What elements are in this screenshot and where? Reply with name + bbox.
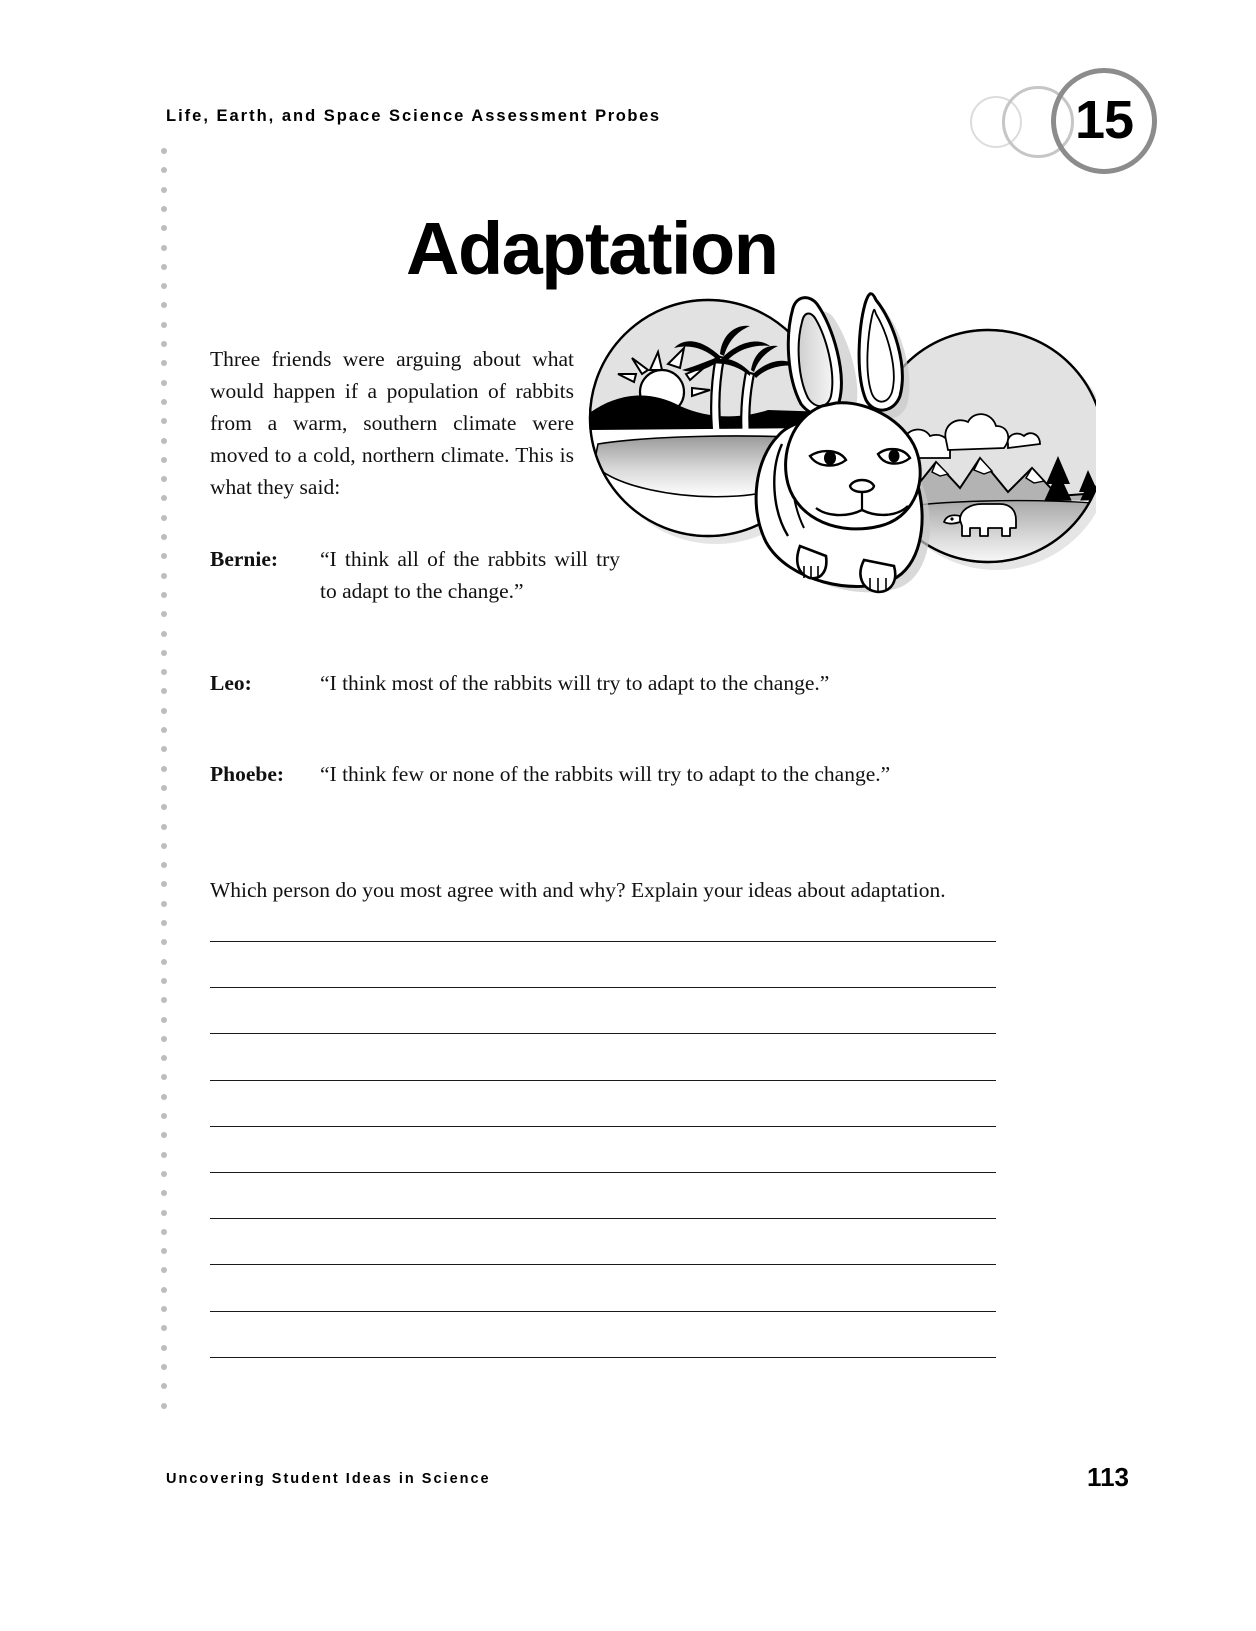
spine-dot [161, 1306, 167, 1312]
spine-dot [161, 785, 167, 791]
spine-dot [161, 1113, 167, 1119]
speaker-name-bernie: Bernie: [210, 547, 279, 571]
spine-dot [161, 476, 167, 482]
spine-dot [161, 1152, 167, 1158]
spine-dot [161, 727, 167, 733]
spine-dot [161, 1248, 167, 1254]
probe-number-badge [966, 66, 1146, 176]
answer-line[interactable] [210, 1126, 996, 1127]
prompt-question: Which person do you most agree with and why? Explain your ideas about adaptation. [210, 878, 946, 902]
running-header [166, 107, 661, 126]
spine-dot [161, 418, 167, 424]
intro-paragraph: Three friends were arguing about what would happen if a population of rabbits from a warm, southern climate were moved to a cold, northern climate. This is what they said: [210, 347, 574, 499]
spine-dot [161, 167, 167, 173]
spine-dot [161, 1287, 167, 1293]
spine-dot [161, 302, 167, 308]
dialogue-phoebe [210, 758, 1000, 790]
answer-line[interactable] [210, 1080, 996, 1081]
spine-dot [161, 1190, 167, 1196]
spine-dot [161, 650, 167, 656]
spine-dot [161, 1383, 167, 1389]
spine-dot [161, 611, 167, 617]
spine-dot [161, 515, 167, 521]
spine-dot [161, 978, 167, 984]
rabbit-climate-illustration [588, 278, 1096, 596]
answer-line[interactable] [210, 1033, 996, 1034]
speaker-quote-bernie: “I think all of the rabbits will try to adapt to the change.” [320, 547, 620, 603]
spine-dot [161, 1210, 167, 1216]
spine-dot [161, 862, 167, 868]
spine-dot [161, 573, 167, 579]
speaker-quote-leo: “I think most of the rabbits will try to adapt to the change.” [320, 671, 830, 695]
spine-dot [161, 360, 167, 366]
spine-dot [161, 1229, 167, 1235]
spine-dot [161, 631, 167, 637]
spine-dot [161, 1364, 167, 1370]
badge-ring-large-icon [1051, 68, 1157, 174]
answer-line[interactable] [210, 1357, 996, 1358]
spine-dot [161, 341, 167, 347]
spine-dot [161, 245, 167, 251]
spine-dot [161, 534, 167, 540]
spine-dot [161, 495, 167, 501]
spine-dot [161, 959, 167, 965]
spine-dot [161, 1132, 167, 1138]
spine-dot [161, 1036, 167, 1042]
spine-dot [161, 206, 167, 212]
probe-number: 15 [1074, 90, 1134, 150]
spine-dot [161, 688, 167, 694]
spine-dot [161, 939, 167, 945]
speaker-name-phoebe: Phoebe: [210, 762, 285, 786]
dialogue-leo [210, 667, 990, 699]
speaker-name-leo: Leo: [210, 671, 252, 695]
spine-dot [161, 766, 167, 772]
spine-dot [161, 457, 167, 463]
spine-dot [161, 1345, 167, 1351]
spine-dot [161, 997, 167, 1003]
spine-dot [161, 264, 167, 270]
spine-dot [161, 592, 167, 598]
spine-dot [161, 920, 167, 926]
answer-line[interactable] [210, 1264, 996, 1265]
spine-dot [161, 901, 167, 907]
answer-line[interactable] [210, 987, 996, 988]
spine-dot [161, 225, 167, 231]
spine-dot [161, 1403, 167, 1409]
spine-dot [161, 1325, 167, 1331]
answer-write-in-lines[interactable] [210, 941, 996, 1361]
spine-dot [161, 1094, 167, 1100]
running-header-bold: Probes [595, 107, 661, 125]
spine-dot [161, 148, 167, 154]
spine-dot [161, 1055, 167, 1061]
spine-dot [161, 1171, 167, 1177]
footer-page-number: 113 [1087, 1462, 1129, 1492]
decorative-dotted-spine [161, 148, 169, 1403]
answer-line[interactable] [210, 941, 996, 942]
spine-dot [161, 746, 167, 752]
spine-dot [161, 843, 167, 849]
spine-dot [161, 438, 167, 444]
answer-line[interactable] [210, 1172, 996, 1173]
answer-line[interactable] [210, 1218, 996, 1219]
running-header-main: Life, Earth, and Space Science Assessment [166, 107, 596, 125]
spine-dot [161, 399, 167, 405]
spine-dot [161, 322, 167, 328]
footer-book-title: Uncovering Student Ideas in Science [166, 1471, 491, 1487]
spine-dot [161, 380, 167, 386]
spine-dot [161, 283, 167, 289]
spine-dot [161, 824, 167, 830]
spine-dot [161, 187, 167, 193]
speaker-quote-phoebe: “I think few or none of the rabbits will try to adapt to the change.” [320, 762, 891, 786]
spine-dot [161, 1017, 167, 1023]
spine-dot [161, 804, 167, 810]
answer-line[interactable] [210, 1311, 996, 1312]
spine-dot [161, 708, 167, 714]
spine-dot [161, 1074, 167, 1080]
page-title: Adaptation [406, 207, 778, 290]
spine-dot [161, 553, 167, 559]
spine-dot [161, 1267, 167, 1273]
spine-dot [161, 669, 167, 675]
spine-dot [161, 881, 167, 887]
dialogue-bernie [210, 543, 630, 607]
